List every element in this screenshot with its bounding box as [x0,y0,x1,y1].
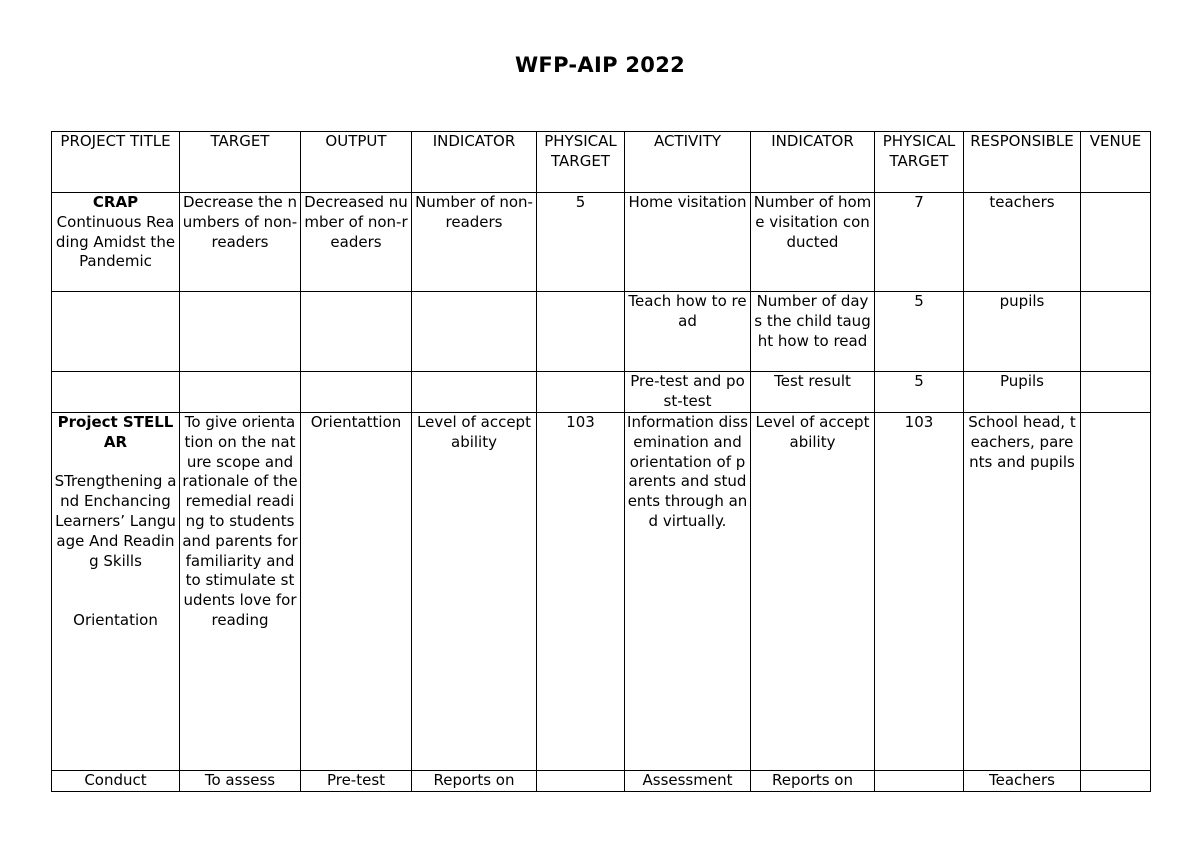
physical-target-cell: 5 [537,193,625,292]
project-title-cell [52,372,180,413]
project-title-cell: Conduct [52,771,180,792]
project-title-cell [52,193,180,292]
indicator-cell: Level of acceptability [412,413,537,771]
table-row [52,193,1151,292]
header-venue: VENUE [1081,132,1151,193]
venue-cell [1081,372,1151,413]
activity-cell: Assessment [625,771,751,792]
header-responsible: RESPONSIBLE [964,132,1081,193]
activity-physical-target-cell: 7 [875,193,964,292]
table-row [52,413,1151,771]
activity-cell: Home visitation [625,193,751,292]
responsible-cell: Pupils [964,372,1081,413]
project-name: Project STELLAR [57,413,174,451]
header-activity-physical-target: PHYSICAL TARGET [875,132,964,193]
spacer [54,453,177,473]
physical-target-cell [537,372,625,413]
project-title-cell [52,413,180,771]
venue-cell [1081,413,1151,771]
project-title-cell [52,292,180,372]
target-cell: To give orientation on the nature scope and rationale of the remedial reading to students and parents for familiarity and to stimulate students love for reading [180,413,301,771]
target-cell [180,292,301,372]
table-row [52,771,1151,792]
header-project-title: PROJECT TITLE [52,132,180,193]
aip-table [51,131,1151,792]
activity-physical-target-cell: 5 [875,292,964,372]
table-row [52,292,1151,372]
indicator-cell: Reports on [412,771,537,792]
project-name: CRAP [92,193,139,211]
spacer [54,591,177,611]
header-indicator: INDICATOR [412,132,537,193]
activity-indicator-cell: Number of home visitation conducted [751,193,875,292]
target-cell: Decrease the numbers of non-readers [180,193,301,292]
output-cell [301,372,412,413]
responsible-cell: Teachers [964,771,1081,792]
responsible-cell: teachers [964,193,1081,292]
header-physical-target: PHYSICAL TARGET [537,132,625,193]
activity-indicator-cell: Reports on [751,771,875,792]
spacer [54,571,177,591]
physical-target-cell [537,771,625,792]
header-activity-indicator: INDICATOR [751,132,875,193]
output-cell: Decreased number of non-readers [301,193,412,292]
responsible-cell: pupils [964,292,1081,372]
venue-cell [1081,193,1151,292]
activity-cell: Information dissemination and orientation of parents and students through and virtually. [625,413,751,771]
responsible-cell: School head, teachers, parents and pupils [964,413,1081,771]
activity-indicator-cell: Number of days the child taught how to read [751,292,875,372]
header-output: OUTPUT [301,132,412,193]
table-header-row [52,132,1151,193]
activity-indicator-cell: Test result [751,372,875,413]
output-cell: Orientattion [301,413,412,771]
target-cell [180,372,301,413]
project-description: STrengthening and Enchancing Learners’ Language And Reading Skills [54,472,177,570]
project-description: Continuous Reading Amidst the Pandemic [55,212,176,271]
activity-physical-target-cell [875,771,964,792]
output-cell: Pre-test [301,771,412,792]
indicator-cell: Number of non-readers [412,193,537,292]
activity-cell: Teach how to read [625,292,751,372]
physical-target-cell [537,292,625,372]
indicator-cell [412,292,537,372]
venue-cell [1081,771,1151,792]
physical-target-cell: 103 [537,413,625,771]
project-subtitle: Orientation [73,610,158,629]
activity-physical-target-cell: 103 [875,413,964,771]
table-row [52,372,1151,413]
venue-cell [1081,292,1151,372]
target-cell: To assess [180,771,301,792]
activity-physical-target-cell: 5 [875,372,964,413]
activity-cell: Pre-test and post-test [625,372,751,413]
indicator-cell [412,372,537,413]
activity-indicator-cell: Level of acceptability [751,413,875,771]
header-target: TARGET [180,132,301,193]
header-activity: ACTIVITY [625,132,751,193]
output-cell [301,292,412,372]
document-title: WFP-AIP 2022 [514,53,686,77]
